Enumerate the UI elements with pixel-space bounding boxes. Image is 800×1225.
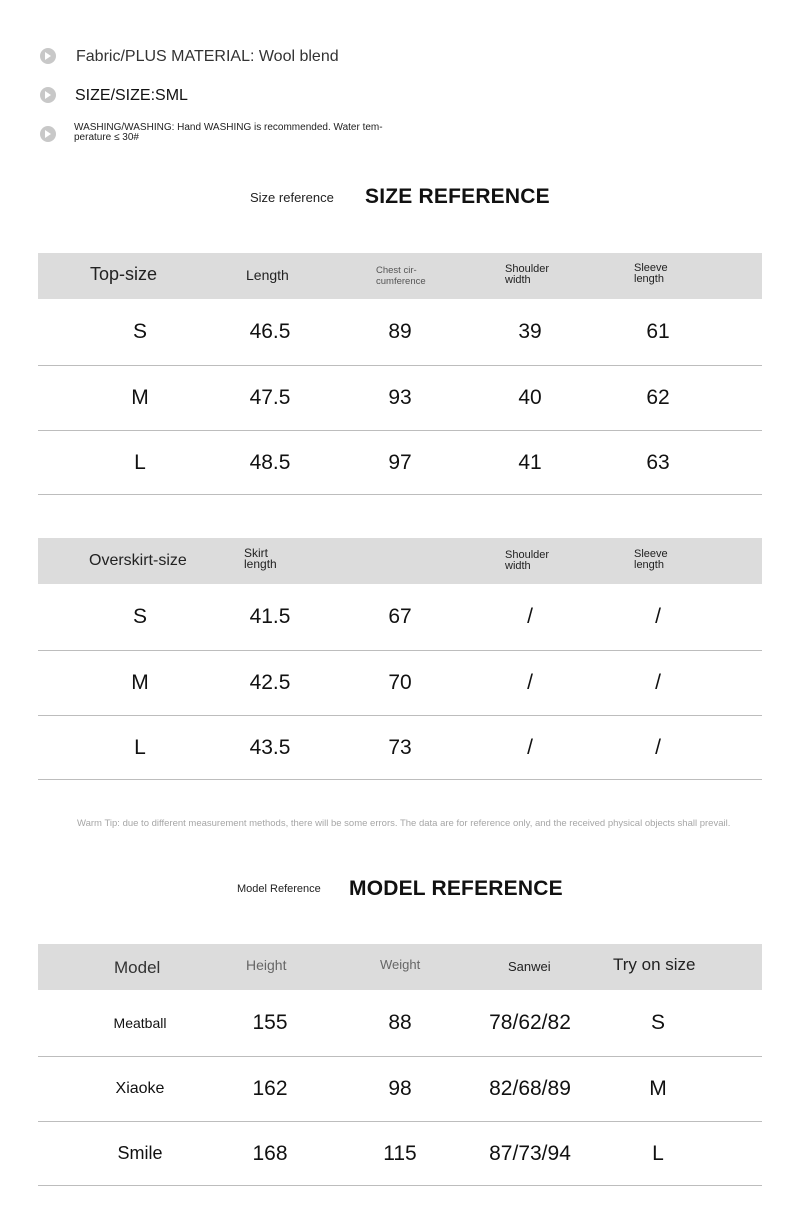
table-header [38, 253, 762, 299]
model-table [38, 944, 762, 1186]
size-reference-small: Size reference [250, 190, 334, 205]
table-row [38, 299, 762, 366]
bullet-arrow-icon [40, 126, 56, 142]
cell-shoulder: 40 [518, 386, 542, 409]
table-row [38, 1122, 762, 1186]
cell-try-on-size: M [649, 1077, 667, 1100]
table-header [38, 944, 762, 990]
header-skirt-1: Skirt [244, 546, 268, 560]
header-shoulder-1: Shoulder [505, 263, 550, 275]
cell-height: 168 [252, 1141, 288, 1165]
cell-waist: 67 [388, 605, 412, 628]
cell-sanwei: 87/73/94 [489, 1141, 571, 1165]
fabric-text: Fabric/PLUS MATERIAL: Wool blend [76, 48, 339, 65]
header-chest-2: cumference [376, 276, 426, 287]
cell-length: 46.5 [249, 320, 291, 343]
cell-sleeve: 62 [646, 386, 670, 409]
cell-shoulder: / [527, 605, 533, 628]
cell-sleeve: / [655, 605, 661, 628]
header-length: Length [246, 267, 289, 283]
cell-weight: 88 [388, 1011, 412, 1034]
cell-length: 48.5 [249, 450, 291, 474]
warm-tip: Warm Tip: due to different measurement methods, there will be some errors. The data are for reference only, and the received physical objects shall prevail. [77, 818, 731, 829]
cell-chest: 93 [388, 386, 412, 409]
header-sleeve-2: length [634, 273, 664, 285]
table-row [38, 431, 762, 495]
cell-model: Xiaoke [115, 1080, 165, 1097]
header-sleeve-2: length [634, 559, 664, 571]
header-height: Height [246, 957, 287, 973]
header-sleeve-1: Sleeve [634, 262, 668, 274]
cell-length: 47.5 [249, 386, 291, 409]
cell-skirt-length: 41.5 [249, 605, 291, 628]
cell-waist: 73 [388, 735, 412, 759]
cell-sanwei: 82/68/89 [489, 1077, 571, 1100]
cell-sleeve: 63 [646, 450, 670, 474]
cell-waist: 70 [388, 671, 412, 694]
header-sanwei: Sanwei [508, 959, 551, 974]
header-model: Model [114, 958, 161, 977]
cell-sleeve: 61 [646, 320, 670, 343]
cell-size: S [132, 605, 147, 628]
overskirt-size-table [38, 538, 762, 780]
model-reference-small: Model Reference [237, 883, 321, 895]
cell-model: Meatball [113, 1015, 167, 1031]
cell-chest: 97 [388, 450, 412, 474]
cell-size: M [131, 386, 149, 409]
table-row [38, 1057, 762, 1122]
bullet-arrow-icon [40, 48, 56, 64]
cell-shoulder: / [527, 671, 533, 694]
cell-sleeve: / [655, 671, 661, 694]
header-top-size: Top-size [90, 264, 158, 284]
cell-skirt-length: 43.5 [249, 735, 291, 759]
cell-try-on-size: S [650, 1011, 665, 1034]
cell-model: Smile [117, 1143, 163, 1163]
washing-text-line1: WASHING/WASHING: Hand WASHING is recommended. Water tem- [74, 122, 383, 133]
cell-size: L [134, 735, 146, 759]
cell-sanwei: 78/62/82 [489, 1011, 571, 1034]
cell-skirt-length: 42.5 [249, 671, 291, 694]
cell-height: 162 [252, 1077, 288, 1100]
cell-size: M [131, 671, 149, 694]
cell-sleeve: / [655, 735, 661, 759]
table-row [38, 366, 762, 431]
header-shoulder-1: Shoulder [505, 549, 550, 561]
table-row [38, 716, 762, 780]
cell-try-on-size: L [652, 1141, 664, 1165]
header-try-on-size: Try on size [613, 955, 696, 974]
washing-text-line2: perature ≤ 30# [74, 132, 139, 143]
top-size-table [38, 253, 762, 495]
cell-shoulder: 39 [518, 320, 542, 343]
table-row [38, 584, 762, 651]
bullet-arrow-icon [40, 87, 56, 103]
header-overskirt-size: Overskirt-size [89, 552, 187, 569]
header-sleeve-1: Sleeve [634, 548, 668, 560]
size-reference-title: SIZE REFERENCE [365, 185, 550, 208]
header-skirt-2: length [244, 557, 277, 571]
table-row [38, 990, 762, 1057]
cell-weight: 115 [383, 1141, 417, 1165]
cell-chest: 89 [388, 320, 412, 343]
header-chest-1: Chest cir- [376, 265, 417, 276]
table-row [38, 651, 762, 716]
cell-shoulder: / [527, 735, 533, 759]
header-weight: Weight [380, 957, 421, 972]
cell-weight: 98 [388, 1077, 412, 1100]
cell-shoulder: 41 [518, 450, 542, 474]
model-reference-title: MODEL REFERENCE [349, 877, 563, 900]
cell-size: S [132, 320, 147, 343]
table-header [38, 538, 762, 584]
cell-size: L [134, 450, 146, 474]
header-shoulder-2: width [505, 560, 531, 572]
cell-height: 155 [252, 1011, 288, 1034]
header-shoulder-2: width [505, 274, 531, 286]
size-text: SIZE/SIZE:SML [75, 87, 188, 104]
